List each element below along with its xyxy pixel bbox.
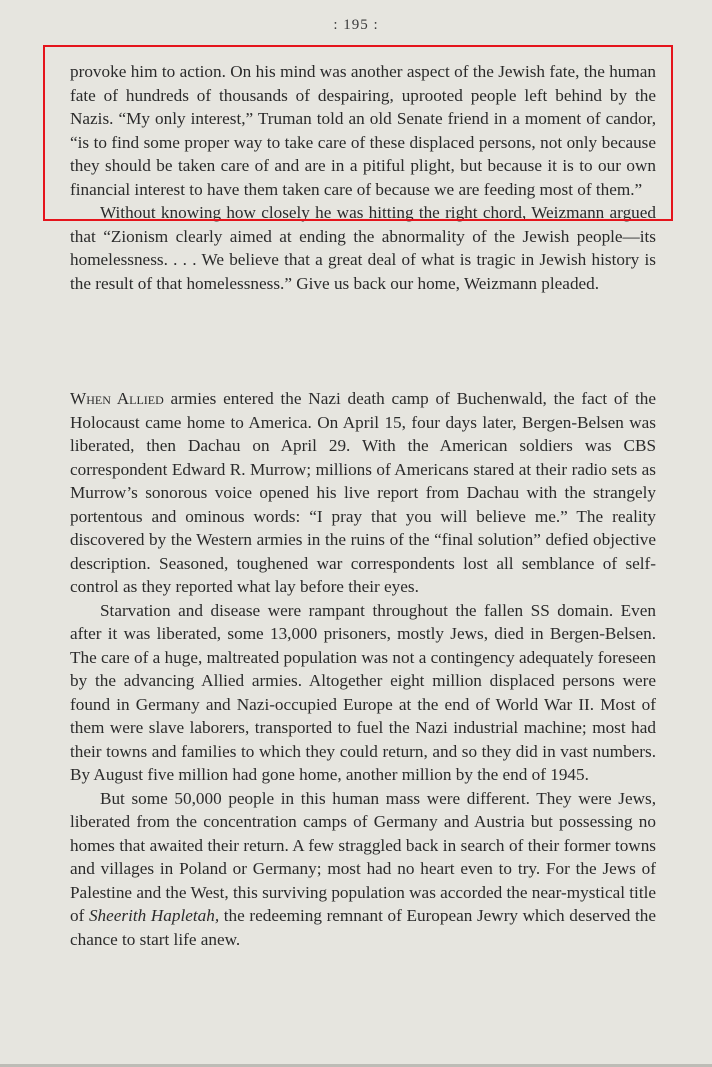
paragraph-allied-armies	[70, 387, 656, 599]
sheerith-hapletah-italic: Sheerith Hapletah,	[88, 906, 220, 925]
top-text-block	[70, 60, 656, 295]
paragraph-weizmann: Without knowing how closely he was hitting the right chord, Weizmann argued that “Zionism clearly aimed at ending the abnormality of the Jewish people—its homelessness. . . . We believe that a great deal of what is tragic in Jewish history is the result of that homelessness.” Give us back our home, Weizmann pleaded.	[70, 203, 656, 293]
paragraph-starvation: Starvation and disease were rampant throughout the fallen SS domain. Even after it was liberated, some 13,000 prisoners, mostly Jews, died in Bergen-Belsen. The care of a huge, maltreated population was not a contingency adequately foreseen by the advancing Allied armies. Altogether eight million displaced persons were found in Germany and Nazi-occupied Europe at the end of World War II. Most of them were slave laborers, transported to fuel the Nazi industrial machine; most had their towns and families to which they could return, and so they did in vast numbers. By August five million had gone home, another million by the end of 1945.	[70, 600, 656, 784]
page-number: : 195 :	[333, 17, 379, 33]
section-lead-smallcaps: When Allied	[70, 389, 164, 408]
bottom-text-block	[70, 387, 656, 951]
paragraph-truman: provoke him to action. On his mind was another aspect of the Jewish fate, the human fate of hundreds of thousands of despairing, uprooted people left behind by the Nazis. “My only interest,” Truman told an old Senate friend in a moment of candor, “is to find some proper way to take care of these displaced persons, not only because they should be taken care of and are in a pitiful plight, but because it is to our own financial interest to have them taken care of because we are feeding most of them.”	[70, 62, 656, 199]
paragraph-sheerith-text-end: the redeeming remnant of European Jewry which deserved the chance to start life anew.	[70, 906, 656, 949]
paragraph-sheerith-text-start: But some 50,000 people in this human mass were different. They were Jews, liberated from the concentration camps of Germany and Austria but possessing no homes that awaited their return. A few straggled back in search of their former towns and villages in Poland or Germany; most had no heart even to try. For the Jews of Palestine and the West, this surviving population was accorded the near-mystical title of	[70, 788, 657, 925]
paragraph-allied-armies-text: armies entered the Nazi death camp of Buchenwald, the fact of the Holocaust came home to America. On April 15, four days later, Bergen-Belsen was liberated, then Dachau on April 29. With the American soldiers was CBS correspondent Edward R. Murrow; millions of Americans stared at their radio sets as Murrow’s sonorous voice opened his live report from Dachau with the strangely portentous and ominous words: “I pray that you will believe me.” The reality discovered by the Western armies in the ruins of the “final solution” defied objective description. Seasoned, toughened war correspondents lost all semblance of self-control as they reported what lay before their eyes.	[70, 389, 656, 596]
paragraph-sheerith-hapletah	[70, 787, 656, 952]
